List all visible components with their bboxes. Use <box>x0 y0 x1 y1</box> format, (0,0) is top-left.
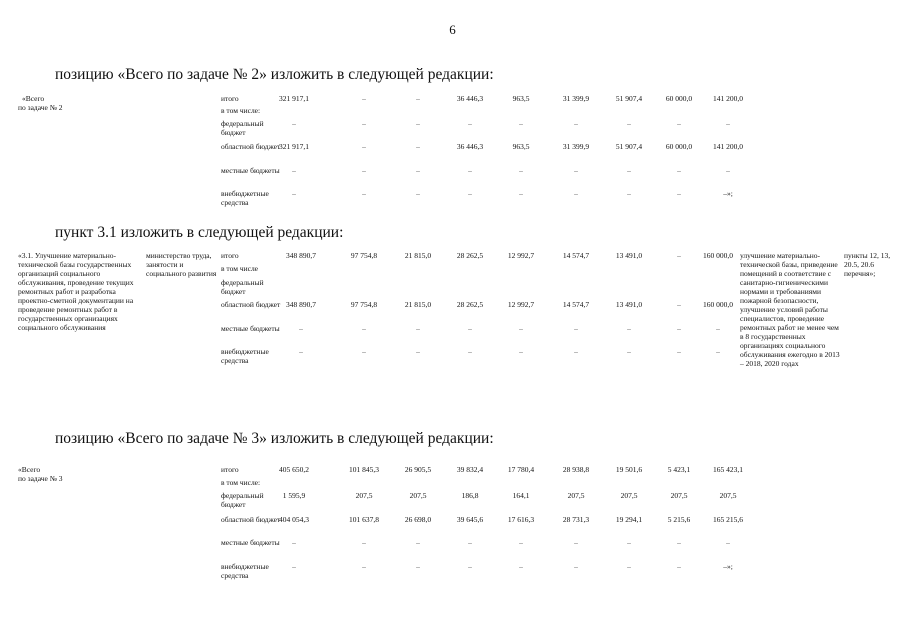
table-cell: – <box>416 189 420 198</box>
table-cell: – <box>362 94 366 103</box>
table-cell: – <box>299 347 303 356</box>
table-cell: 97 754,8 <box>350 251 378 260</box>
table-cell: 31 399,9 <box>562 94 590 103</box>
table-cell: 165 423,1 <box>713 465 743 474</box>
table-cell: – <box>574 166 578 175</box>
table-cell: – <box>468 562 472 571</box>
row-label: федеральный бюджет <box>221 278 264 296</box>
section2-points: пункты 12, 13, 20.5, 20.6 перечня»; <box>844 251 891 278</box>
table-cell: – <box>627 189 631 198</box>
table-cell: 160 000,0 <box>703 300 733 309</box>
page-number: 6 <box>449 22 456 37</box>
table-cell: 21 815,0 <box>404 251 432 260</box>
table-cell: 17 616,3 <box>507 515 535 524</box>
table-cell: 321 917,1 <box>279 142 309 151</box>
table-cell: – <box>627 538 631 547</box>
row-label: внебюджетные средства <box>221 189 269 207</box>
table-cell: – <box>574 347 578 356</box>
table-cell: 963,5 <box>512 94 530 103</box>
table-cell: – <box>627 324 631 333</box>
table-cell: 60 000,0 <box>665 94 693 103</box>
table-cell: – <box>468 189 472 198</box>
row-label: областной бюджет <box>221 300 281 309</box>
table-cell: – <box>519 324 523 333</box>
row-label: местные бюджеты <box>221 538 280 547</box>
section2-heading: пункт 3.1 изложить в следующей редакции: <box>55 224 344 241</box>
table-cell: 165 215,6 <box>713 515 743 524</box>
table-cell: – <box>677 300 681 309</box>
table-cell: – <box>519 189 523 198</box>
table-cell: – <box>716 347 720 356</box>
table-cell: – <box>574 538 578 547</box>
table-cell: – <box>416 324 420 333</box>
table-cell: –»; <box>723 189 733 198</box>
section2-item-name: «3.1. Улучшение материально-технической базы государственных организаций социального обслуживания, проведение текущих ремонтных работ и разработка проектно-сметной документации на проведение ремонтных работ в государственных организациях социального обслуживания <box>18 251 134 332</box>
table-cell: 141 200,0 <box>713 94 743 103</box>
table-cell: 39 832,4 <box>456 465 484 474</box>
table-cell: 51 907,4 <box>615 142 643 151</box>
table-cell: 963,5 <box>512 142 530 151</box>
table-cell: 207,5 <box>670 491 688 500</box>
table-cell: – <box>677 324 681 333</box>
table-cell: – <box>416 347 420 356</box>
table-cell: – <box>362 347 366 356</box>
table-cell: – <box>677 251 681 260</box>
row-label: в том числе <box>221 264 259 273</box>
table-cell: – <box>519 347 523 356</box>
table-cell: 405 650,2 <box>279 465 309 474</box>
table-cell: – <box>468 324 472 333</box>
row-label: федеральный бюджет <box>221 491 264 509</box>
table-cell: – <box>574 119 578 128</box>
table-cell: – <box>627 119 631 128</box>
table-cell: 51 907,4 <box>615 94 643 103</box>
row-label: областной бюджет <box>221 142 281 151</box>
row-label: областной бюджет <box>221 515 281 524</box>
table-cell: –»; <box>723 562 733 571</box>
table-cell: – <box>677 189 681 198</box>
row-label: внебюджетные средства <box>221 562 269 580</box>
table-cell: – <box>292 562 296 571</box>
table-cell: – <box>416 166 420 175</box>
section3-heading: позицию «Всего по задаче № 3» изложить в следующей редакции: <box>55 430 494 447</box>
row-label: местные бюджеты <box>221 166 280 175</box>
table-cell: 101 637,8 <box>349 515 379 524</box>
table-cell: – <box>362 324 366 333</box>
table-cell: 14 574,7 <box>562 300 590 309</box>
table-cell: 60 000,0 <box>665 142 693 151</box>
table-cell: – <box>362 119 366 128</box>
table-cell: 207,5 <box>355 491 373 500</box>
table-cell: 26 905,5 <box>404 465 432 474</box>
table-cell: 404 054,3 <box>279 515 309 524</box>
table-cell: 31 399,9 <box>562 142 590 151</box>
row-label: итого <box>221 465 239 474</box>
row-label: итого <box>221 94 239 103</box>
table-cell: – <box>362 189 366 198</box>
table-cell: 19 501,6 <box>615 465 643 474</box>
table-cell: – <box>519 538 523 547</box>
table-cell: – <box>299 324 303 333</box>
table-cell: 28 262,5 <box>456 251 484 260</box>
table-cell: 207,5 <box>620 491 638 500</box>
table-cell: 348 890,7 <box>286 300 316 309</box>
table-cell: 28 731,3 <box>562 515 590 524</box>
table-cell: – <box>627 562 631 571</box>
table-cell: – <box>416 94 420 103</box>
table-cell: – <box>677 538 681 547</box>
table-cell: – <box>677 562 681 571</box>
table-cell: – <box>627 166 631 175</box>
table-cell: – <box>519 119 523 128</box>
table-cell: – <box>519 166 523 175</box>
row-label: в том числе: <box>221 106 261 115</box>
table-cell: – <box>627 347 631 356</box>
table-cell: – <box>574 562 578 571</box>
table-cell: – <box>468 166 472 175</box>
row-label: федеральный бюджет <box>221 119 264 137</box>
section2-executor: министерство труда, занятости и социального развития <box>146 251 217 278</box>
table-cell: – <box>574 324 578 333</box>
table-cell: 19 294,1 <box>615 515 643 524</box>
table-cell: – <box>468 538 472 547</box>
table-cell: – <box>416 119 420 128</box>
table-cell: – <box>726 119 730 128</box>
table-cell: – <box>677 347 681 356</box>
table-cell: 207,5 <box>567 491 585 500</box>
table-cell: 17 780,4 <box>507 465 535 474</box>
table-cell: 14 574,7 <box>562 251 590 260</box>
section1-name-line2: по задаче № 2 <box>18 103 63 112</box>
table-cell: – <box>726 538 730 547</box>
table-cell: 12 992,7 <box>507 251 535 260</box>
table-cell: 5 423,1 <box>667 465 691 474</box>
table-cell: 36 446,3 <box>456 142 484 151</box>
table-cell: 28 938,8 <box>562 465 590 474</box>
table-cell: – <box>468 347 472 356</box>
table-cell: – <box>716 324 720 333</box>
table-cell: – <box>726 166 730 175</box>
table-cell: 21 815,0 <box>404 300 432 309</box>
table-cell: – <box>292 119 296 128</box>
table-cell: 186,8 <box>461 491 479 500</box>
table-cell: – <box>362 142 366 151</box>
table-cell: 13 491,0 <box>615 300 643 309</box>
row-label: в том числе: <box>221 478 261 487</box>
table-cell: 207,5 <box>409 491 427 500</box>
table-cell: 36 446,3 <box>456 94 484 103</box>
table-cell: 164,1 <box>512 491 530 500</box>
table-cell: – <box>416 538 420 547</box>
table-cell: – <box>677 166 681 175</box>
table-cell: 12 992,7 <box>507 300 535 309</box>
table-cell: – <box>362 562 366 571</box>
table-cell: 97 754,8 <box>350 300 378 309</box>
table-cell: – <box>362 166 366 175</box>
table-cell: 28 262,5 <box>456 300 484 309</box>
table-cell: – <box>574 189 578 198</box>
table-cell: – <box>677 119 681 128</box>
table-cell: 5 215,6 <box>667 515 691 524</box>
row-label: итого <box>221 251 239 260</box>
table-cell: 13 491,0 <box>615 251 643 260</box>
section1-heading: позицию «Всего по задаче № 2» изложить в следующей редакции: <box>55 66 494 83</box>
table-cell: 1 595,9 <box>282 491 306 500</box>
section3-name-line2: по задаче № 3 <box>18 474 63 483</box>
row-label: внебюджетные средства <box>221 347 269 365</box>
table-cell: – <box>362 538 366 547</box>
table-cell: – <box>468 119 472 128</box>
section1-name-line1: «Всего <box>22 94 45 103</box>
table-cell: – <box>292 189 296 198</box>
section3-name-line1: «Всего <box>18 465 41 474</box>
table-cell: – <box>292 166 296 175</box>
table-cell: – <box>292 538 296 547</box>
table-cell: 348 890,7 <box>286 251 316 260</box>
row-label: местные бюджеты <box>221 324 280 333</box>
table-cell: – <box>416 562 420 571</box>
table-cell: 26 698,0 <box>404 515 432 524</box>
table-cell: 160 000,0 <box>703 251 733 260</box>
table-cell: – <box>519 562 523 571</box>
table-cell: 321 917,1 <box>279 94 309 103</box>
table-cell: 39 645,6 <box>456 515 484 524</box>
section2-result: улучшение материально-технической базы, приведение помещений в соответствие с санитарно-гигиеническими нормами и требованиями пожарной безопасности, улучшение условий работы специалистов, проведение ремонтных работ не менее чем в 8 государственных организациях социального обслуживания ежегодно в 2013 – 2018, 2020 годах <box>740 251 840 368</box>
table-cell: 207,5 <box>719 491 737 500</box>
table-cell: 141 200,0 <box>713 142 743 151</box>
table-cell: 101 845,3 <box>349 465 379 474</box>
table-cell: – <box>416 142 420 151</box>
